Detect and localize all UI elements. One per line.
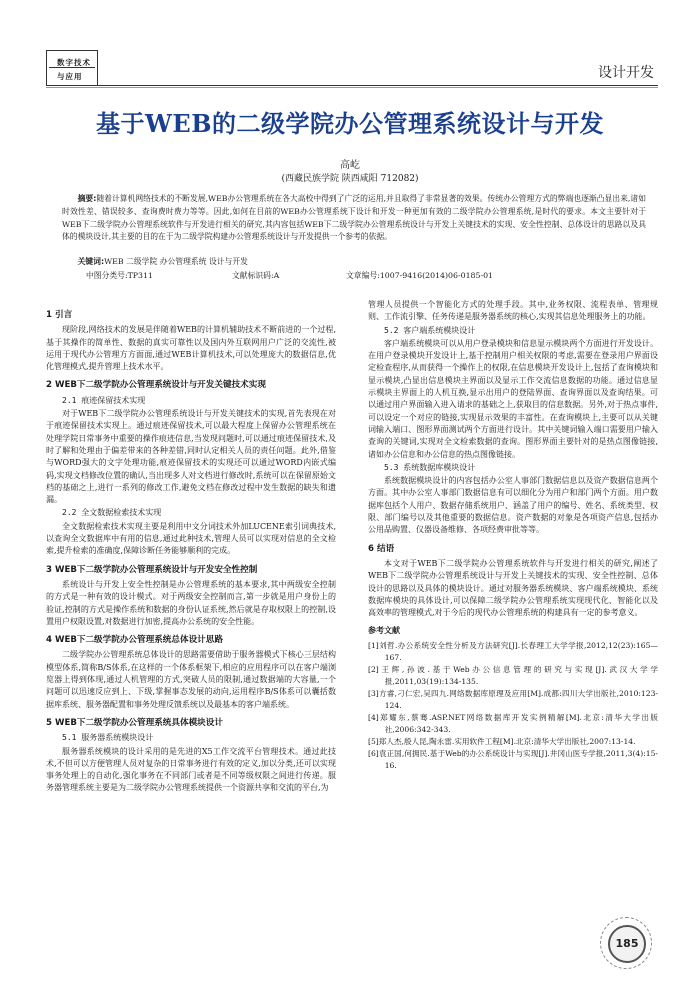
paragraph: 客户端系统模块可以从用户登录模块和信息显示模块两个方面进行开发设计。在用户登录模块开发设计上,基于控制用户相关权限的考虑,需要在登录用户界面设定检查程序,从而获得一个操作上的权限,在信息模块开发设计上,包括了查询模块和显示模块,凸显出信息模块主界面以及显示工作交流信息数据的功能。通过信息显示模块主界面上的人机互换,显示出用户的登陆界面、查询界面以及查询结果。可以通过用户界面输入进入请求的基础之上,获取目的信息数据。另外,对于热点事件,可以设定一个对应的链接,实现显示效果的丰富性。在查询模块上,主要可以从关键词输入端口、图形界面测试两个方面进行设计。其中关键词输入端口需要用户输入查询的关键词,实现对全文检索数据的查询。图形界面主要针对的是热点图像链接,诸如办公信息和办公信息的热点图像链接。 [368, 338, 658, 459]
header-rule-thin [46, 87, 658, 88]
abstract [62, 193, 646, 244]
keywords [62, 256, 646, 267]
reference-item: [5]郑人杰,殷人昆,陶永雷.实用软件工程[M].北京:清华大学出版社,2007:13-14. [368, 736, 636, 746]
section-heading: 1 引言 [46, 310, 73, 320]
keywords-label: 关键词: [77, 257, 105, 266]
paragraph: 全文数据检索技术实现主要是利用中文分词技术外加LUCENE索引词典技术,以查询全文数据库中有用的信息,通过此种技术,管理人员可以实现对信息的全文检索,提升检索的准确度,保障诊断任务能够顺利的完成。 [46, 521, 336, 556]
subsection-heading: 5.1 服务器系统模块设计 [62, 733, 154, 743]
document-code: 文献标识码:A [232, 271, 280, 280]
article-number: 文章编号:1007-9416(2014)06-0185-01 [346, 271, 494, 280]
section-heading: 4 WEB下二级学院办公管理系统总体设计思路 [46, 635, 223, 646]
journal-logo [46, 50, 98, 86]
section-heading: 2 WEB下二级学院办公管理系统设计与开发关键技术实现 [46, 380, 266, 391]
reference-item: [2]王辉,孙波.基于Web办公信息管理的研究与实现[J].武汉大学学报,2011,03(19):134-135. [368, 664, 658, 686]
reference-item: [1]刘哲.办公系统安全性分析及方法研究[J].长春理工大学学报,2012,12(23):165—167. [368, 640, 658, 662]
logo-divider [49, 67, 95, 68]
keywords-text: WEB 二级学院 办公管理系统 设计与开发 [104, 257, 248, 266]
subsection-heading: 5.2 客户端系统模块设计 [384, 325, 476, 335]
references-heading: 参考文献 [368, 626, 400, 636]
reference-item: [6]袁正国,何拥民.基于Web的办公系统设计与实现[J].井冈山医专学报,2011,3(4):15-16. [368, 748, 658, 770]
paragraph: 系统数据模块设计的内容包括办公室人事部门数据信息以及资产数据信息两个方面。其中办公室人事部门数据信息有可以细化分为用户和部门两个方面。用户数据库包括个人用户、数据存储系统用户、涵盖了用户的编号、姓名、系统类型、权限、部门编号以及其他重要的数据信息。资产数据的对象是各项资产信息,包括办公用品购置、仪器设备维修、各项经费审批等等。 [368, 476, 658, 535]
header-rule [46, 85, 658, 86]
author: 高屹 [340, 160, 360, 171]
page-number: 185 [608, 925, 646, 963]
paragraph: 服务器系统模块的设计采用的是先进的X5工作交流平台管理技术。通过此技术,不但可以方便管理人员对复杂的日常事务进行有效的定义,加以分类,还可以实现事务处理上的自动化,强化事务在不同部门或者是不同等级权限之间进行传递。服务器管理系统主要是为二级学院办公管理系统提供一个资源共享和交流的平台,为 [46, 746, 336, 793]
paragraph: 现阶段,网络技术的发展是伴随着WEB的计算机辅助技术不断前进的一个过程,基于其操作的简单性、数据的真实可靠性以及国内外互联网用户广泛的交流性,被运用于现代办公管理方方面面,通过WEB计算机技术,可以处理庞大的数据信息,优化管理模式,提升管理上技术水平。 [46, 325, 336, 372]
paragraph: 系统设计与开发上安全性控制是办公管理系统的基本要求,其中两级安全控制的方式是一种有效的设计模式。对于两级安全控制而言,第一步就是用户身份上的验证,控制的方式是操作系统和数据的身份认证系统,然后就是存取权限上的控制,设置用户权限设置,对数据进行加密,提高办公系统的安全性能。 [46, 579, 336, 626]
clc-number: 中图分类号:TP311 [86, 271, 153, 280]
subsection-heading: 5.3 系统数据库模块设计 [384, 462, 476, 472]
reference-item: [4]郑耀东,蔡骞.ASP.NET网络数据库开发实例精解[M].北京:清华大学出版社,2006:342-343. [368, 712, 658, 734]
left-column [46, 303, 336, 795]
paragraph: 对于WEB下二级学院办公管理系统设计与开发关键技术的实现,首先表现在对于痕迹保留技术实现上。通过痕迹保留技术,可以最大程度上保留办公管理系统在处理学院日常事务中重要的操作痕迹信息,当发现问题时,可以通过痕迹保留技术,及时了解和处理由于偏差带来的各种差错,同时认定相关人员的责任问题。此外,借鉴与WORD强大的文字处理功能,痕迹保留技术的实现还可以通过WORD内嵌式编码,实现文档修改位置的确认,当出现多人对文档进行修改时,系统可以在保留原始文档的基础之上,进行一系列的修改工作,避免文档在修改过程中发生数据的缺失和遗漏。 [46, 409, 336, 505]
section-heading: 5 WEB下二级学院办公管理系统具体模块设计 [46, 717, 223, 728]
right-column [368, 299, 658, 772]
section-tag: 设计开发 [598, 65, 654, 81]
paragraph: 二级学院办公管理系统总体设计的思路需要借助于服务器模式下核心三层结构模型体系,简称B/S体系,在这样的一个体系框架下,相应的应用程序可以在客户端浏览器上得到体现,通过人机管理的方式,突破人员的限制,通过数据端的大容量,一个问题可以迅速反应到上、下级,掌握事态发展的动向,运用程序B/S体系可以囊括数据库系统、服务器配置和事务处理反馈系统以及最基本的客户端系统。 [46, 650, 336, 709]
section-heading: 3 WEB下二级学院办公管理系统设计与开发安全性控制 [46, 564, 258, 575]
abstract-text: 随着计算机网络技术的不断发展,WEB办公管理系统在各大高校中得到了广泛的运用,并且取得了非常显著的效果。传统办公管理方式的弊端也逐渐凸显出来,诸如时效性差、错误较多、查询费时费力等等。因此,如何在目前的WEB办公管理系统下设计和开发一种更加有效的二级学院办公管理系统,是时代的要求。本文主要针对于WEB下二级学院办公管理系统软件与开发进行相关的研究,其内容包括WEB下二级学院办公管理系统设计与开发上关键技术的实现、安全性控制、总体设计的思路以及具体的模块设计,其主要的目的在于为二级学院构建办公管理系统设计与开发提供一个参考的依据。 [62, 194, 646, 242]
reference-item: [3]方睿,刁仁宏,吴四九.网络数据库原理及应用[M].成都:四川大学出版社,2010:123-124. [368, 688, 658, 710]
paragraph: 本文对于WEB下二级学院办公管理系统软件与开发进行相关的研究,阐述了WEB下二级学院办公管理系统设计与开发上关键技术的实现、安全性控制、总体设计的思路以及具体的模块设计。通过对服务器系统模块、客户端系统模块、系统数据库模块的具体设计,可以保障二级学院办公管理系统实现现代化、智能化以及高效率的管理模式,对于今后的现代办公管理系统的构建具有一定的参考意义。 [368, 558, 658, 618]
abstract-label: 摘要: [77, 194, 97, 203]
journal-name-line2: 与应用 [57, 72, 83, 81]
article-title: 基于WEB的二级学院办公管理系统设计与开发 [95, 109, 605, 138]
subsection-heading: 2.2 全文数据检索技术实现 [62, 508, 162, 518]
paragraph: 管理人员提供一个智能化方式的处理手段。其中,业务权限、流程表单、管理规则、工作流引擎、任务传递是服务器系统的核心,实现其信息处理服务上的功能。 [368, 300, 658, 322]
affiliation: (西藏民族学院 陕西咸阳 712082) [281, 174, 419, 184]
section-heading: 6 结语 [368, 543, 395, 554]
journal-name-line1: 数字技术 [57, 58, 91, 67]
subsection-heading: 2.1 痕迹保留技术实现 [62, 395, 146, 405]
